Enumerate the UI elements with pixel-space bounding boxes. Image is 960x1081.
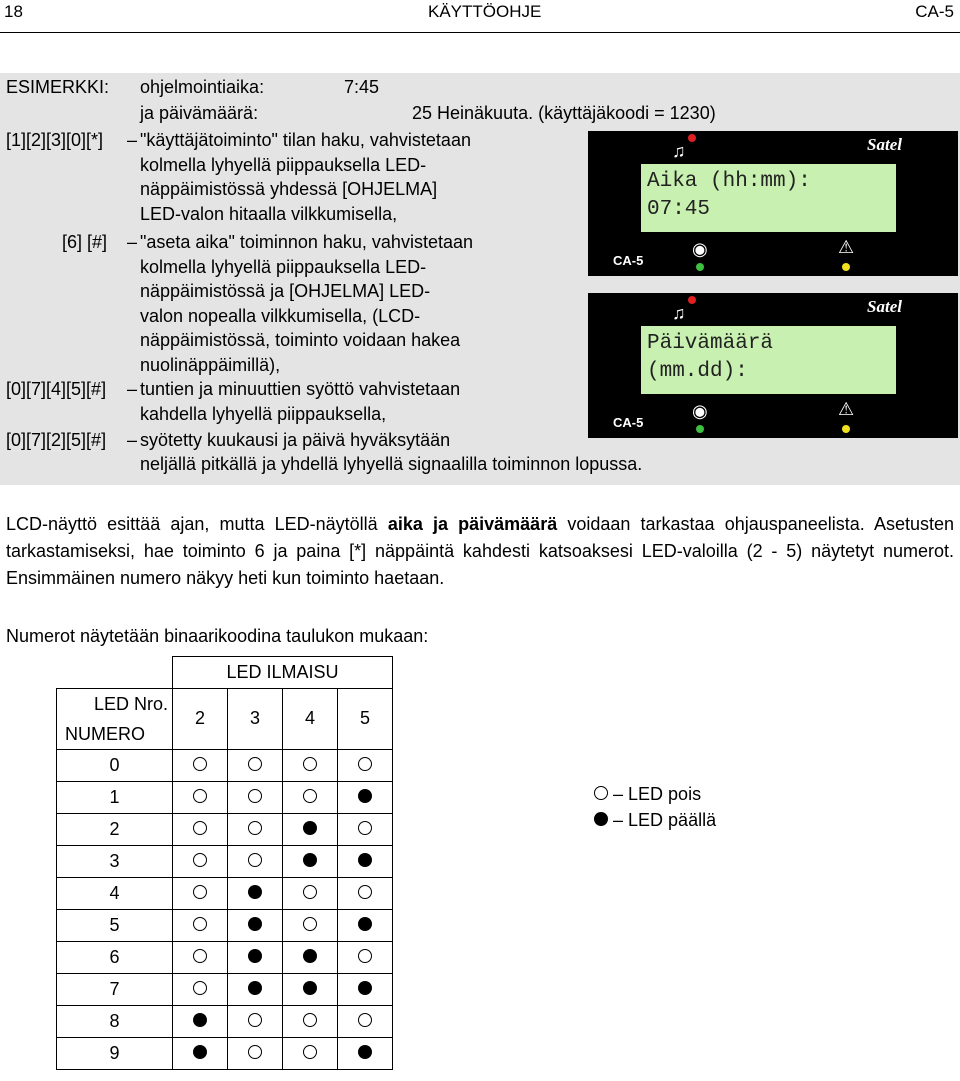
warning-icon: ⚠ <box>838 399 855 419</box>
led-cell <box>283 845 338 877</box>
led-cell <box>228 909 283 941</box>
led-cell <box>283 1005 338 1037</box>
led-off-icon <box>248 1013 262 1027</box>
led-cell <box>283 973 338 1005</box>
legend-off <box>594 784 701 805</box>
step-dash: – <box>127 130 138 150</box>
led-col-header: 5 <box>338 688 393 749</box>
paragraph-bold: aika ja päivämäärä <box>387 514 558 534</box>
led-on-icon <box>303 949 317 963</box>
led-off-icon <box>358 757 372 771</box>
led-yellow <box>842 263 850 271</box>
led-on-icon <box>358 1045 372 1059</box>
led-off-icon <box>248 821 262 835</box>
led-off-icon <box>193 757 207 771</box>
lcd-line-2: 07:45 <box>647 198 711 221</box>
date-label: ja päivämäärä: <box>140 103 259 123</box>
led-cell <box>228 1037 283 1069</box>
step-code: [1][2][3][0][*] <box>6 130 104 150</box>
led-off-icon <box>193 981 207 995</box>
number-cell: 2 <box>57 813 173 845</box>
lcd-screen <box>641 164 896 232</box>
step-line: näppäimistössä ja [OHJELMA] LED- <box>140 281 431 301</box>
led-cell <box>228 781 283 813</box>
legend-off-label: – LED pois <box>613 784 702 804</box>
time-value: 7:45 <box>344 77 380 97</box>
led-off-icon <box>248 853 262 867</box>
table-row <box>57 749 393 781</box>
lcd-panel-time <box>588 131 958 276</box>
step-dash: – <box>127 232 138 252</box>
table-body <box>57 749 393 1069</box>
lcd-line-2: (mm.dd): <box>647 360 748 383</box>
led-cell <box>338 1037 393 1069</box>
led-cell <box>338 941 393 973</box>
led-cell <box>338 781 393 813</box>
led-green <box>696 263 704 271</box>
step-line: näppäimistössä, toiminto voidaan hakea <box>140 330 461 350</box>
lcd-line-1: Aika (hh:mm): <box>647 170 811 193</box>
led-cell <box>228 1005 283 1037</box>
device-model: CA-5 <box>613 253 644 268</box>
led-cell <box>283 1037 338 1069</box>
led-cell <box>283 877 338 909</box>
example-label: ESIMERKKI: <box>6 77 110 97</box>
paragraph-text: voidaan tarkastaa ohjauspaneelista. Asetusten tarkastamiseksi, hae toiminto 6 ja paina [*] näppäintä kahdesti katsoaksesi LED-valoilla (2 - 5) näytetyt numerot. Ensimmäinen numero näkyy heti kun toiminto haetaan. <box>6 514 954 588</box>
led-off-icon <box>193 853 207 867</box>
led-cell <box>228 749 283 781</box>
device-model: CA-5 <box>613 415 644 430</box>
led-cell <box>173 749 228 781</box>
led-cell <box>338 1005 393 1037</box>
corner-bottom: NUMERO <box>65 723 145 744</box>
led-on-icon <box>193 1045 207 1059</box>
led-cell <box>338 749 393 781</box>
number-cell: 9 <box>57 1037 173 1069</box>
led-off-icon <box>594 786 608 800</box>
led-cell <box>228 973 283 1005</box>
step-line: tuntien ja minuuttien syöttö vahvistetaan <box>140 379 461 399</box>
led-cell <box>338 973 393 1005</box>
step-line: kahdella lyhyellä piippauksella, <box>140 404 387 424</box>
group-header: LED ILMAISU <box>173 657 393 689</box>
led-cell <box>338 877 393 909</box>
page-header-title: KÄYTTÖOHJE <box>428 2 542 21</box>
led-on-icon <box>248 949 262 963</box>
table-row <box>57 877 393 909</box>
step-line: syötetty kuukausi ja päivä hyväksytään <box>140 430 451 450</box>
led-on-icon <box>358 917 372 931</box>
led-cell <box>283 781 338 813</box>
led-cell <box>228 877 283 909</box>
led-off-icon <box>303 789 317 803</box>
paragraph-text: LCD-näyttö esittää ajan, mutta LED-näytöllä <box>6 514 388 534</box>
page-header-model: CA-5 <box>915 2 954 21</box>
brand-logo: Satel <box>867 297 902 316</box>
led-cell <box>228 813 283 845</box>
led-cell <box>338 845 393 877</box>
eye-icon: ◉ <box>692 239 708 259</box>
step-code: [0][7][2][5][#] <box>6 430 107 450</box>
led-cell <box>228 845 283 877</box>
table-row <box>57 1005 393 1037</box>
table-row <box>57 781 393 813</box>
step-line: kolmella lyhyellä piippauksella LED- <box>140 257 427 277</box>
led-cell <box>228 941 283 973</box>
step-dash: – <box>127 430 138 450</box>
led-cell <box>338 813 393 845</box>
led-on-icon <box>248 885 262 899</box>
led-on-icon <box>358 789 372 803</box>
led-off-icon <box>193 821 207 835</box>
led-cell <box>283 813 338 845</box>
led-off-icon <box>193 885 207 899</box>
table-row <box>57 909 393 941</box>
led-cell <box>173 781 228 813</box>
led-cell <box>173 941 228 973</box>
number-cell: 3 <box>57 845 173 877</box>
number-cell: 1 <box>57 781 173 813</box>
step-line: "käyttäjätoiminto" tilan haku, vahvistetaan <box>140 130 471 150</box>
led-on-icon <box>248 917 262 931</box>
corner-top: LED Nro. <box>93 693 168 714</box>
led-cell <box>283 909 338 941</box>
led-red <box>688 296 696 304</box>
lcd-screen <box>641 326 896 394</box>
led-off-icon <box>358 949 372 963</box>
step-line: nuolinäppäimillä), <box>140 355 281 375</box>
led-off-icon <box>303 917 317 931</box>
led-cell <box>173 1037 228 1069</box>
led-on-icon <box>358 853 372 867</box>
led-on-icon <box>303 853 317 867</box>
corner-cell <box>57 688 173 749</box>
led-cell <box>173 813 228 845</box>
lcd-line-1: Päivämäärä <box>647 332 774 355</box>
led-cell <box>173 877 228 909</box>
led-on-icon <box>248 981 262 995</box>
led-col-header: 3 <box>228 688 283 749</box>
led-on-icon <box>594 812 608 826</box>
number-cell: 7 <box>57 973 173 1005</box>
number-cell: 6 <box>57 941 173 973</box>
bell-icon: ♫ <box>672 303 686 323</box>
number-cell: 8 <box>57 1005 173 1037</box>
step-line: "aseta aika" toiminnon haku, vahvistetaan <box>140 232 473 252</box>
step-line: LED-valon hitaalla vilkkumisella, <box>140 204 398 224</box>
led-on-icon <box>358 981 372 995</box>
bell-icon: ♫ <box>672 141 686 161</box>
step-code: [0][7][4][5][#] <box>6 379 107 399</box>
time-label: ohjelmointiaika: <box>140 77 265 97</box>
eye-icon: ◉ <box>692 401 708 421</box>
led-cell <box>173 909 228 941</box>
led-cell <box>173 1005 228 1037</box>
paragraph-2: Numerot näytetään binaarikoodina taulukon mukaan: <box>6 626 429 646</box>
led-off-icon <box>248 789 262 803</box>
led-off-icon <box>193 949 207 963</box>
led-on-icon <box>303 981 317 995</box>
step-line: neljällä pitkällä ja yhdellä lyhyellä signaalilla toiminnon lopussa. <box>140 454 643 474</box>
led-off-icon <box>303 1045 317 1059</box>
paragraph-1 <box>6 511 954 592</box>
table-row <box>57 1037 393 1069</box>
table-row <box>57 941 393 973</box>
led-on-icon <box>303 821 317 835</box>
led-yellow <box>842 425 850 433</box>
led-col-header: 2 <box>173 688 228 749</box>
led-off-icon <box>358 885 372 899</box>
table-row <box>57 813 393 845</box>
legend-on <box>594 810 716 831</box>
step-line: näppäimistössä yhdessä [OHJELMA] <box>140 179 438 199</box>
date-value: 25 Heinäkuuta. (käyttäjäkoodi = 1230) <box>412 103 716 123</box>
led-off-icon <box>303 885 317 899</box>
number-cell: 0 <box>57 749 173 781</box>
led-off-icon <box>193 917 207 931</box>
led-green <box>696 425 704 433</box>
step-line: valon nopealla vilkkumisella, (LCD- <box>140 306 421 326</box>
number-cell: 5 <box>57 909 173 941</box>
legend-on-label: – LED päällä <box>613 810 717 830</box>
step-dash: – <box>127 379 138 399</box>
header-divider <box>0 32 960 33</box>
led-col-header: 4 <box>283 688 338 749</box>
led-off-icon <box>248 757 262 771</box>
led-off-icon <box>358 1013 372 1027</box>
brand-logo: Satel <box>867 135 902 154</box>
led-on-icon <box>193 1013 207 1027</box>
led-off-icon <box>303 1013 317 1027</box>
led-cell <box>173 845 228 877</box>
page-number: 18 <box>4 2 23 21</box>
led-red <box>688 134 696 142</box>
led-off-icon <box>193 789 207 803</box>
step-code: [6] [#] <box>62 232 108 252</box>
led-cell <box>173 973 228 1005</box>
warning-icon: ⚠ <box>838 237 855 257</box>
led-cell <box>283 749 338 781</box>
number-cell: 4 <box>57 877 173 909</box>
led-off-icon <box>303 757 317 771</box>
led-off-icon <box>358 821 372 835</box>
led-off-icon <box>248 1045 262 1059</box>
led-cell <box>283 941 338 973</box>
lcd-panel-date <box>588 293 958 438</box>
table-row <box>57 845 393 877</box>
table-row <box>57 973 393 1005</box>
step-line: kolmella lyhyellä piippauksella LED- <box>140 155 427 175</box>
binary-table <box>56 656 393 1070</box>
led-cell <box>338 909 393 941</box>
